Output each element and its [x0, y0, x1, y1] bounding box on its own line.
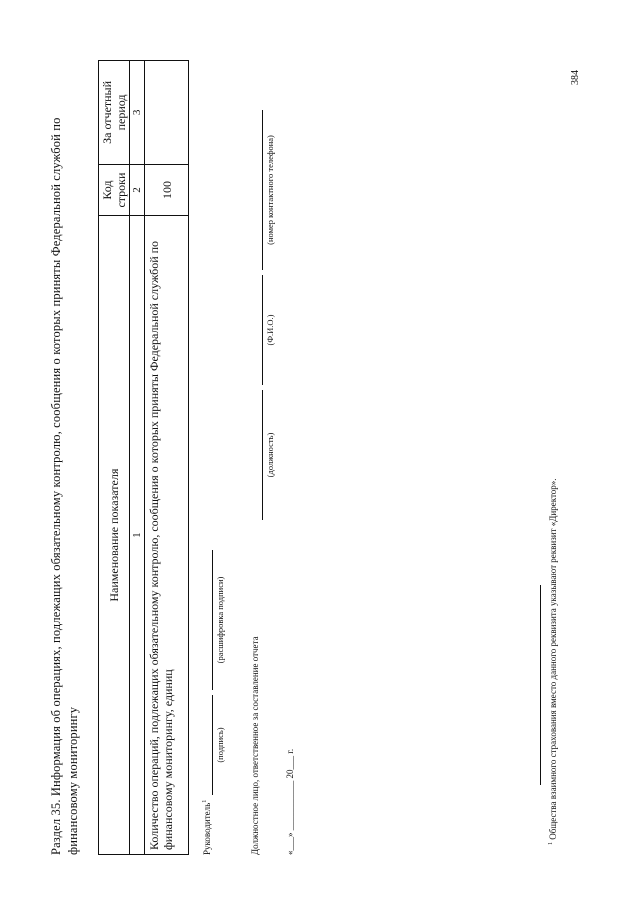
table-header-row	[99, 61, 130, 855]
position-line	[262, 390, 263, 520]
row-indicator-name: Количество операций, подлежащих обязательному контролю, сообщения о которых приняты Федеральной службой по финансовому мониторингу, единиц	[145, 216, 189, 855]
head-label: Руководитель$^1$	[202, 799, 212, 855]
footnote-text: Общества взаимного страхования вместо данного реквизита указывают реквизит «Директор».	[548, 478, 558, 840]
fio-caption: (Ф.И.О.)	[265, 314, 275, 346]
responsible-label: Должностное лицо, ответственное за составление отчета	[250, 636, 260, 855]
sign-caption: (подпись)	[215, 727, 225, 763]
row-value	[145, 61, 189, 165]
header-indicator-name: Наименование показателя	[99, 216, 130, 855]
header-row-code: Код строки	[99, 164, 130, 215]
column-number-1: 1	[130, 216, 145, 855]
column-number-row	[130, 61, 145, 855]
head-signature-line	[212, 695, 213, 795]
phone-caption: (номер контактного телефона)	[265, 135, 275, 245]
decode-caption: (расшифровка подписи)	[215, 576, 225, 664]
row-code: 100	[145, 164, 189, 215]
header-reporting-period: За отчетный период	[99, 61, 130, 165]
table-row	[145, 61, 189, 855]
date-field: «___» ___________ 20___ г.	[285, 748, 295, 855]
footnote-mark: 1	[548, 842, 554, 845]
phone-line	[262, 110, 263, 270]
column-number-3: 3	[130, 61, 145, 165]
position-caption: (должность)	[265, 432, 275, 478]
head-footnote-mark: 1	[202, 799, 208, 803]
page-number: 384	[570, 70, 581, 85]
fio-line	[262, 275, 263, 385]
indicator-table	[98, 60, 189, 855]
footnote	[548, 478, 558, 845]
column-number-2: 2	[130, 164, 145, 215]
section-title: Раздел 35. Информация об операциях, подлежащих обязательному контролю, сообщения о которых приняты Федеральной службой по финансовому мониторингу	[49, 117, 80, 855]
head-decode-line	[212, 550, 213, 690]
footnote-separator	[540, 585, 541, 785]
